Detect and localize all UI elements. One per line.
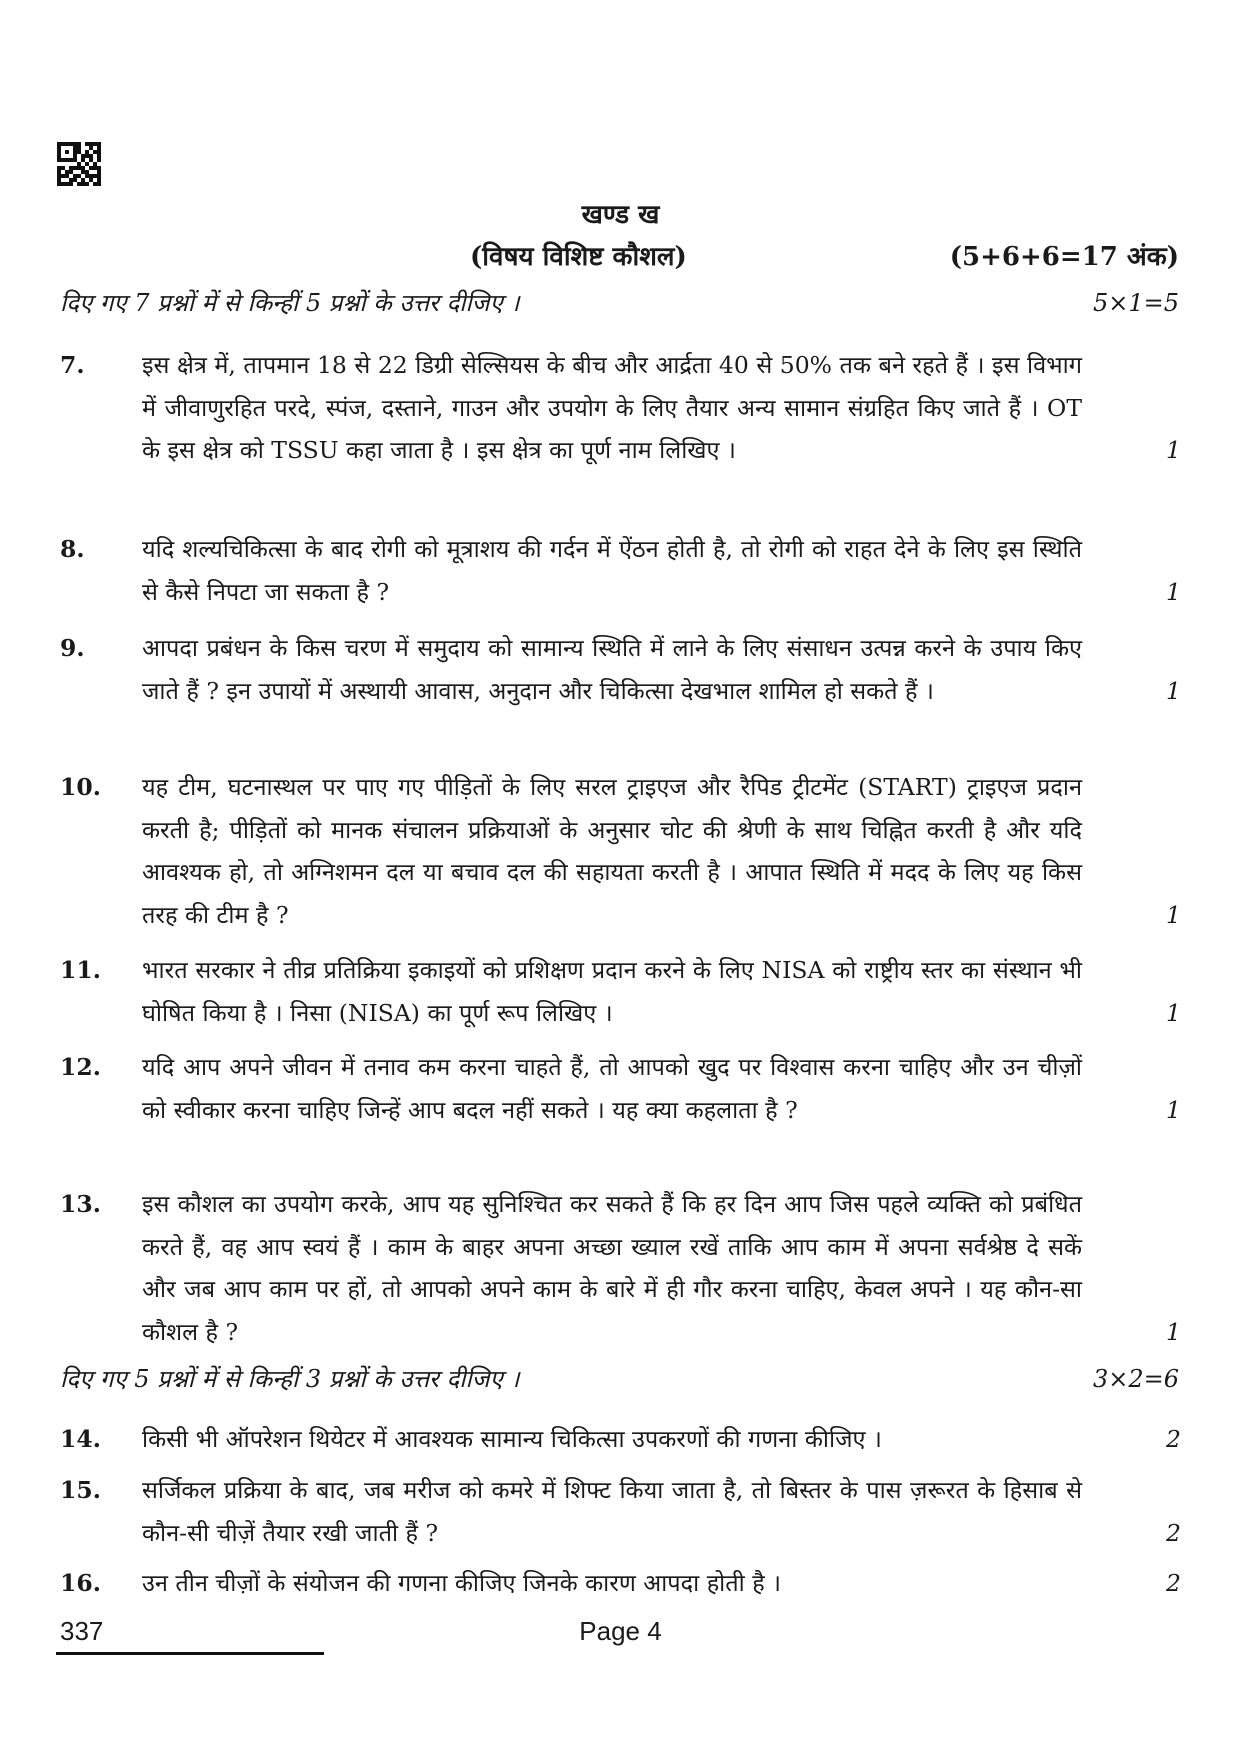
question-11 — [60, 949, 1181, 1034]
question-text: यदि शल्यचिकित्सा के बाद रोगी को मूत्राशय की गर्दन में ऐंठन होती है, तो रोगी को राहत देने के लिए इस स्थिति से कैसे निपटा जा सकता है ? — [142, 535, 1082, 606]
question-marks: 1 — [1166, 676, 1181, 705]
question-text: किसी भी ऑपरेशन थियेटर में आवश्यक सामान्य चिकित्सा उपकरणों की गणना कीजिए । — [142, 1425, 882, 1453]
question-12 — [60, 1046, 1181, 1131]
question-number: 8. — [60, 535, 85, 563]
question-10 — [60, 766, 1181, 936]
question-marks: 1 — [1166, 577, 1181, 606]
section-title: खण्ड ख — [581, 200, 660, 230]
question-text: यदि आप अपने जीवन में तनाव कम करना चाहते हैं, तो आपको खुद पर विश्वास करना चाहिए और उन चीज़ों को स्वीकार करना चाहिए जिन्हें आप बदल नहीं सकते । यह क्या कहलाता है ? — [142, 1053, 1082, 1124]
question-number: 12. — [60, 1053, 101, 1081]
question-13 — [60, 1183, 1181, 1353]
question-marks: 2 — [1166, 1425, 1181, 1453]
instruction-marks: 3×2=6 — [1092, 1365, 1179, 1393]
paper-code: 337 — [60, 1616, 104, 1646]
question-8 — [60, 528, 1181, 613]
question-text: भारत सरकार ने तीव्र प्रतिक्रिया इकाइयों को प्रशिक्षण प्रदान करने के लिए NISA को राष्ट्रीय स्तर का संस्थान भी घोषित किया है । निसा (NISA) का पूर्ण रूप लिखिए । — [142, 956, 1082, 1027]
instruction-marks: 5×1=5 — [1092, 289, 1179, 317]
question-text: इस क्षेत्र में, तापमान 18 से 22 डिग्री सेल्सियस के बीच और आर्द्रता 40 से 50% तक बने रहते हैं । इस विभाग में जीवाणुरहित परदे, स्पंज, दस्ताने, गाउन और उपयोग के लिए तैयार अन्य सामान संग्रहित किए जाते हैं । OT के इस क्षेत्र को TSSU कहा जाता है । इस क्षेत्र का पूर्ण नाम लिखिए । — [142, 351, 1082, 464]
question-16 — [60, 1562, 1181, 1605]
question-text: आपदा प्रबंधन के किस चरण में समुदाय को सामान्य स्थिति में लाने के लिए संसाधन उत्पन्न करने के उपाय किए जाते हैं ? इन उपायों में अस्थायी आवास, अनुदान और चिकित्सा देखभाल शामिल हो सकते हैं । — [142, 634, 1082, 705]
question-7 — [60, 344, 1181, 472]
question-marks: 1 — [1166, 900, 1181, 929]
question-9 — [60, 627, 1181, 712]
question-number: 16. — [60, 1569, 101, 1597]
instruction-1 — [60, 286, 1179, 320]
page-number: Page 4 — [579, 1616, 662, 1646]
question-15 — [60, 1469, 1181, 1554]
question-number: 15. — [60, 1476, 101, 1504]
question-marks: 1 — [1166, 1317, 1181, 1346]
question-text: उन तीन चीज़ों के संयोजन की गणना कीजिए जिनके कारण आपदा होती है । — [142, 1569, 782, 1597]
instruction-text: दिए गए 7 प्रश्नों में से किन्हीं 5 प्रश्नों के उत्तर दीजिए । — [60, 289, 520, 317]
section-marks: (5+6+6=17 अंक) — [949, 242, 1179, 272]
question-marks: 1 — [1166, 436, 1181, 464]
qr-code-icon — [57, 142, 101, 186]
question-text: सर्जिकल प्रक्रिया के बाद, जब मरीज को कमरे में शिफ्ट किया जाता है, तो बिस्तर के पास ज़रूरत के हिसाब से कौन-सी चीज़ें तैयार रखी जाती हैं ? — [142, 1476, 1082, 1547]
question-14 — [60, 1418, 1181, 1461]
question-number: 9. — [60, 634, 85, 662]
question-number: 14. — [60, 1425, 101, 1453]
question-number: 11. — [60, 956, 101, 984]
question-text: यह टीम, घटनास्थल पर पाए गए पीड़ितों के लिए सरल ट्राइएज और रैपिड ट्रीटमेंट (START) ट्राइएज प्रदान करती है; पीड़ितों को मानक संचालन प्रक्रियाओं के अनुसार चोट की श्रेणी के साथ चिह्नित करती है और यदि आवश्यक हो, तो अग्निशमन दल या बचाव दल की सहायता करती है । आपात स्थिति में मदद के लिए यह किस तरह की टीम है ? — [142, 773, 1082, 929]
section-subtitle: (विषय विशिष्ट कौशल) — [470, 242, 687, 272]
question-marks: 2 — [1166, 1569, 1181, 1597]
question-marks: 2 — [1166, 1518, 1181, 1547]
question-marks: 1 — [1166, 998, 1181, 1027]
question-marks: 1 — [1166, 1095, 1181, 1124]
instruction-2 — [60, 1362, 1179, 1396]
question-text: इस कौशल का उपयोग करके, आप यह सुनिश्चित कर सकते हैं कि हर दिन आप जिस पहले व्यक्ति को प्रबंधित करते हैं, वह आप स्वयं हैं । काम के बाहर अपना अच्छा ख्याल रखें ताकि आप काम में अपना सर्वश्रेष्ठ दे सकें और जब आप काम पर हों, तो आपको अपने काम के बारे में ही गौर करना चाहिए, केवल अपने । यह कौन-सा कौशल है ? — [142, 1190, 1082, 1346]
instruction-text: दिए गए 5 प्रश्नों में से किन्हीं 3 प्रश्नों के उत्तर दीजिए । — [60, 1365, 520, 1393]
question-number: 10. — [60, 773, 101, 801]
question-number: 7. — [60, 351, 85, 379]
question-number: 13. — [60, 1190, 101, 1218]
footer-divider — [56, 1652, 324, 1655]
